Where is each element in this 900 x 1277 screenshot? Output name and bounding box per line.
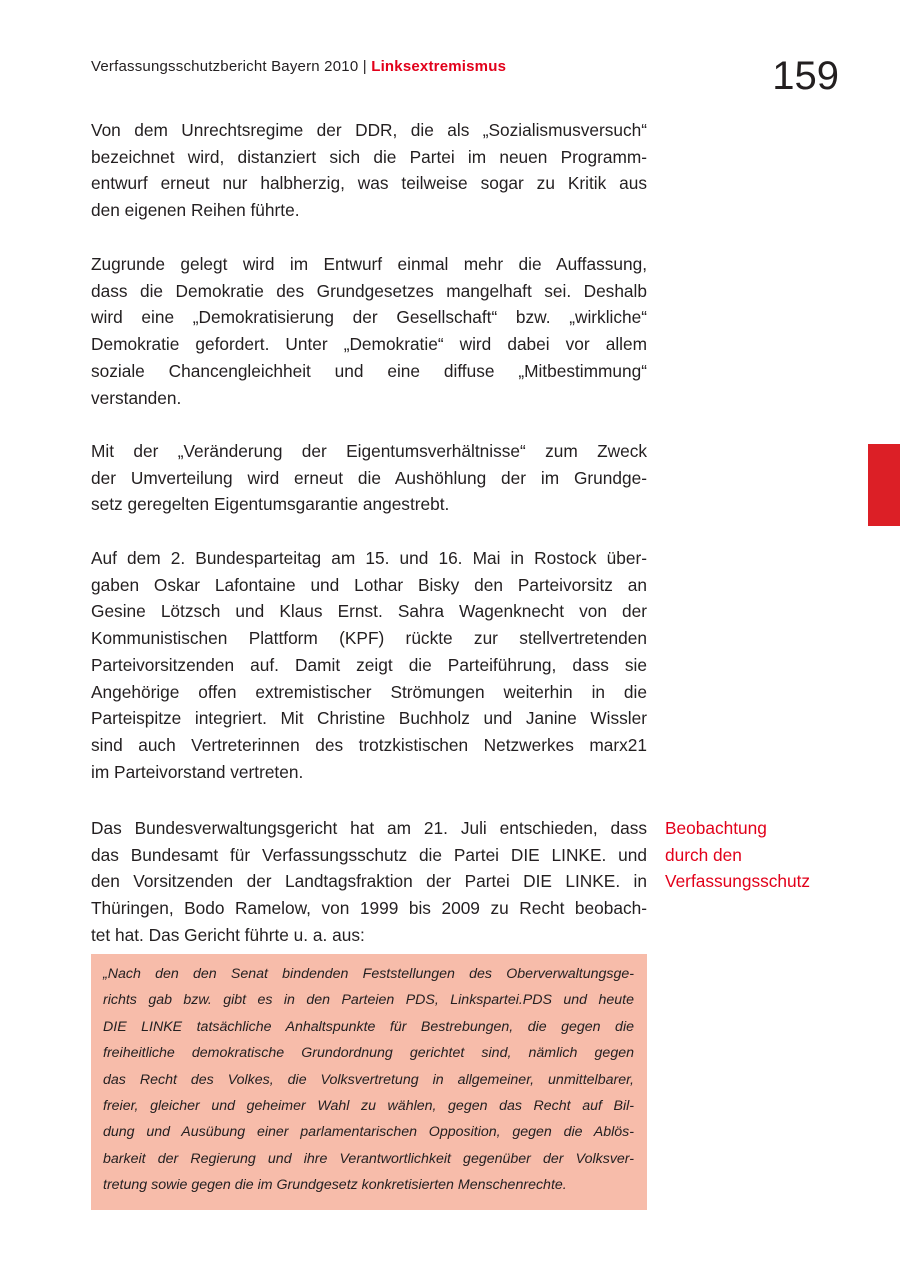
chapter-tab-marker	[868, 444, 900, 526]
court-quote-text	[103, 961, 634, 1199]
paragraph-4	[91, 545, 647, 785]
text-line: verstanden.	[91, 387, 182, 408]
text-line: Auf dem 2. Bundesparteitag am 15. und 16. Mai in Rostock über-	[91, 548, 647, 568]
running-header	[91, 58, 506, 75]
text-line: Beobachtung	[665, 818, 767, 838]
text-line: sind auch Vertreterinnen des trotzkistischen Netzwerkes marx21	[91, 734, 647, 755]
text-line: soziale Chancengleichheit und eine diffuse „Mitbestimmung“	[91, 360, 647, 381]
text-line: tretung sowie gegen die im Grundgesetz konkretisierten Menschenrechte.	[103, 1177, 567, 1194]
paragraph-2	[91, 251, 647, 411]
text-line: Zugrunde gelegt wird im Entwurf einmal mehr die Auffassung,	[91, 254, 647, 274]
text-line: Gesine Lötzsch und Klaus Ernst. Sahra Wagenknecht von der	[91, 601, 647, 622]
header-title: Verfassungsschutzbericht Bayern 2010	[91, 58, 359, 75]
text-line: Kommunistischen Plattform (KPF) rückte zur stellvertretenden	[91, 628, 647, 649]
text-line: Thüringen, Bodo Ramelow, von 1999 bis 2009 zu Recht beobach-	[91, 898, 647, 919]
text-line: gaben Oskar Lafontaine und Lothar Bisky den Parteivorsitz an	[91, 574, 647, 595]
text-line: im Parteivorstand vertreten.	[91, 761, 304, 782]
text-line: durch den	[665, 844, 742, 865]
text-line: Parteivorsitzenden auf. Damit zeigt die Parteiführung, dass sie	[91, 654, 647, 675]
text-line: richts gab bzw. gibt es in den Parteien PDS, Linkspartei.PDS und heute	[103, 992, 634, 1009]
text-line: freier, gleicher und geheimer Wahl zu wählen, gegen das Recht auf Bil-	[103, 1098, 634, 1115]
text-line: Demokratie gefordert. Unter „Demokratie“ wird dabei vor allem	[91, 334, 647, 355]
margin-note	[665, 815, 810, 895]
text-line: Parteispitze integriert. Mit Christine Buchholz und Janine Wissler	[91, 708, 647, 729]
paragraph-5	[91, 815, 647, 949]
text-line: den Vorsitzenden der Landtagsfraktion der Partei DIE LINKE. in	[91, 871, 647, 892]
text-line: Verfassungsschutz	[665, 871, 811, 892]
paragraph-3	[91, 438, 647, 518]
text-line: setz geregelten Eigentumsgarantie angestrebt.	[91, 494, 450, 515]
text-line: bezeichnet wird, distanziert sich die Partei im neuen Programm-	[91, 146, 647, 167]
page-number: 159	[772, 54, 839, 98]
text-line: den eigenen Reihen führte.	[91, 200, 300, 221]
text-line: freiheitliche demokratische Grundordnung gerichtet sind, nämlich gegen	[103, 1045, 634, 1062]
text-line: Angehörige offen extremistischer Strömungen weiterhin in die	[91, 681, 647, 702]
text-line: das Recht des Volkes, die Volksvertretung in allgemeiner, unmittelbarer,	[103, 1071, 634, 1088]
text-line: Das Bundesverwaltungsgericht hat am 21. Juli entschieden, dass	[91, 818, 647, 838]
text-line: das Bundesamt für Verfassungsschutz die Partei DIE LINKE. und	[91, 844, 647, 865]
text-line: barkeit der Regierung und ihre Verantwortlichkeit gegenüber der Volksver-	[103, 1150, 634, 1167]
paragraph-1	[91, 117, 647, 224]
text-line: DIE LINKE tatsächliche Anhaltspunkte für Bestrebungen, die gegen die	[103, 1018, 634, 1035]
text-line: der Umverteilung wird erneut die Aushöhlung der im Grundge-	[91, 467, 647, 488]
text-line: Mit der „Veränderung der Eigentumsverhältnisse“ zum Zweck	[91, 441, 647, 461]
text-line: tet hat. Das Gericht führte u. a. aus:	[91, 924, 365, 945]
text-line: Von dem Unrechtsregime der DDR, die als „Sozialismusversuch“	[91, 120, 647, 140]
text-line: dung und Ausübung einer parlamentarischen Opposition, gegen die Ablös-	[103, 1124, 634, 1141]
text-line: entwurf erneut nur halbherzig, was teilweise sogar zu Kritik aus	[91, 173, 647, 194]
header-section: Linksextremismus	[371, 58, 507, 75]
court-quote-box	[91, 954, 647, 1210]
text-line: dass die Demokratie des Grundgesetzes mangelhaft sei. Deshalb	[91, 280, 647, 301]
text-line: „Nach den den Senat bindenden Feststellungen des Oberverwaltungsge-	[103, 966, 634, 982]
header-separator: |	[358, 58, 372, 75]
text-line: wird eine „Demokratisierung der Gesellschaft“ bzw. „wirkliche“	[91, 307, 647, 328]
